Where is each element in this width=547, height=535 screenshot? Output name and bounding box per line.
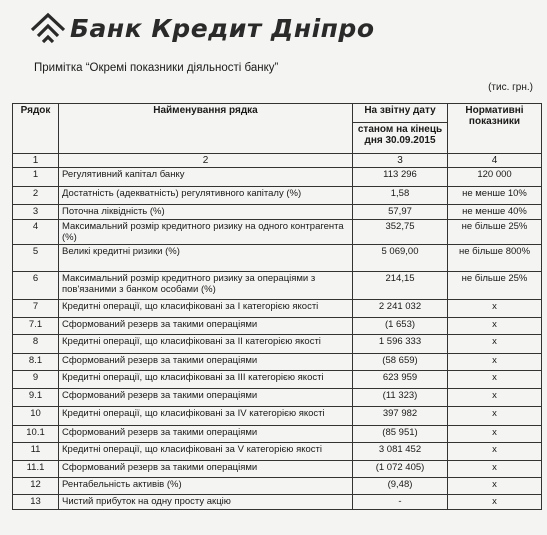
column-numbers-row [13,154,542,168]
row-code: 7 [13,300,59,318]
row-code: 11 [13,443,59,461]
table-row [13,168,542,187]
row-value: 623 959 [353,371,448,389]
table-row [13,426,542,443]
table-row [13,187,542,205]
row-name: Сформований резерв за такими операціями [59,354,353,371]
row-code: 4 [13,220,59,245]
table-row [13,478,542,495]
header-reporting-date: На звітну дату [353,104,448,123]
row-norm: x [448,335,542,354]
table-row [13,205,542,220]
table-row [13,407,542,426]
row-norm: x [448,443,542,461]
row-norm: 120 000 [448,168,542,187]
row-name: Великі кредитні ризики (%) [59,245,353,272]
row-code: 9 [13,371,59,389]
row-value: 1,58 [353,187,448,205]
table-row [13,335,542,354]
table-row [13,318,542,335]
row-value: (11 323) [353,389,448,407]
row-name: Сформований резерв за такими операціями [59,426,353,443]
row-name: Кредитні операції, що класифіковані за I категорією якості [59,300,353,318]
row-code: 3 [13,205,59,220]
row-code: 5 [13,245,59,272]
row-value: 5 069,00 [353,245,448,272]
row-value: (85 951) [353,426,448,443]
row-norm: x [448,478,542,495]
row-norm: не більше 25% [448,220,542,245]
row-value: 3 081 452 [353,443,448,461]
row-norm: x [448,461,542,478]
row-norm: x [448,318,542,335]
row-norm: не менше 40% [448,205,542,220]
table-row [13,461,542,478]
table-row [13,443,542,461]
note-title: Примітка “Окремі показники діяльності банку” [34,62,279,74]
column-number: 2 [59,154,353,168]
row-name: Чистий прибуток на одну просту акцію [59,495,353,510]
row-value: 2 241 032 [353,300,448,318]
row-code: 10.1 [13,426,59,443]
row-code: 10 [13,407,59,426]
header-row-code: Рядок [13,104,59,154]
row-name: Поточна ліквідність (%) [59,205,353,220]
row-value: 57,97 [353,205,448,220]
row-name: Кредитні операції, що класифіковані за II категорією якості [59,335,353,354]
row-name: Сформований резерв за такими операціями [59,389,353,407]
row-code: 6 [13,272,59,300]
row-name: Кредитні операції, що класифіковані за III категорією якості [59,371,353,389]
table-row [13,220,542,245]
header-date-sub: станом на кінець дня 30.09.2015 [353,123,448,154]
row-norm: x [448,407,542,426]
row-name: Рентабельність активів (%) [59,478,353,495]
row-name: Сформований резерв за такими операціями [59,461,353,478]
row-value: (1 653) [353,318,448,335]
table-row [13,389,542,407]
row-value: 397 982 [353,407,448,426]
row-norm: x [448,495,542,510]
row-norm: x [448,354,542,371]
row-norm: x [448,426,542,443]
table-row [13,371,542,389]
column-number: 3 [353,154,448,168]
row-name: Кредитні операції, що класифіковані за V категорією якості [59,443,353,461]
row-code: 8 [13,335,59,354]
row-code: 8.1 [13,354,59,371]
table-row [13,272,542,300]
bank-name: Банк Кредит Дніпро [70,13,375,43]
row-name: Достатність (адекватність) регулятивного капіталу (%) [59,187,353,205]
row-norm: x [448,371,542,389]
bank-logo [30,10,375,46]
row-value: (1 072 405) [353,461,448,478]
row-value: 352,75 [353,220,448,245]
row-code: 12 [13,478,59,495]
table-row [13,354,542,371]
row-value: 1 596 333 [353,335,448,354]
column-number: 1 [13,154,59,168]
indicators-table [12,103,542,510]
row-value: 214,15 [353,272,448,300]
row-value: - [353,495,448,510]
row-code: 13 [13,495,59,510]
column-number: 4 [448,154,542,168]
units-label: (тис. грн.) [488,82,533,93]
row-value: (9,48) [353,478,448,495]
header-normative: Нормативні показники [448,104,542,154]
row-norm: не більше 800% [448,245,542,272]
header-row-name: Найменування рядка [59,104,353,154]
table-row [13,300,542,318]
row-name: Кредитні операції, що класифіковані за IV категорією якості [59,407,353,426]
row-code: 11.1 [13,461,59,478]
row-name: Сформований резерв за такими операціями [59,318,353,335]
row-norm: x [448,389,542,407]
row-norm: x [448,300,542,318]
table-row [13,245,542,272]
row-code: 7.1 [13,318,59,335]
table-row [13,495,542,510]
row-value: 113 296 [353,168,448,187]
row-norm: не більше 25% [448,272,542,300]
bank-logo-icon [30,12,66,44]
row-code: 1 [13,168,59,187]
row-value: (58 659) [353,354,448,371]
row-norm: не менше 10% [448,187,542,205]
row-code: 9.1 [13,389,59,407]
row-name: Максимальний розмір кредитного ризику за операціями з пов'язаними з банком особами (%) [59,272,353,300]
table-body [13,154,542,510]
row-name: Максимальний розмір кредитного ризику на одного контрагента (%) [59,220,353,245]
row-code: 2 [13,187,59,205]
row-name: Регулятивний капітал банку [59,168,353,187]
